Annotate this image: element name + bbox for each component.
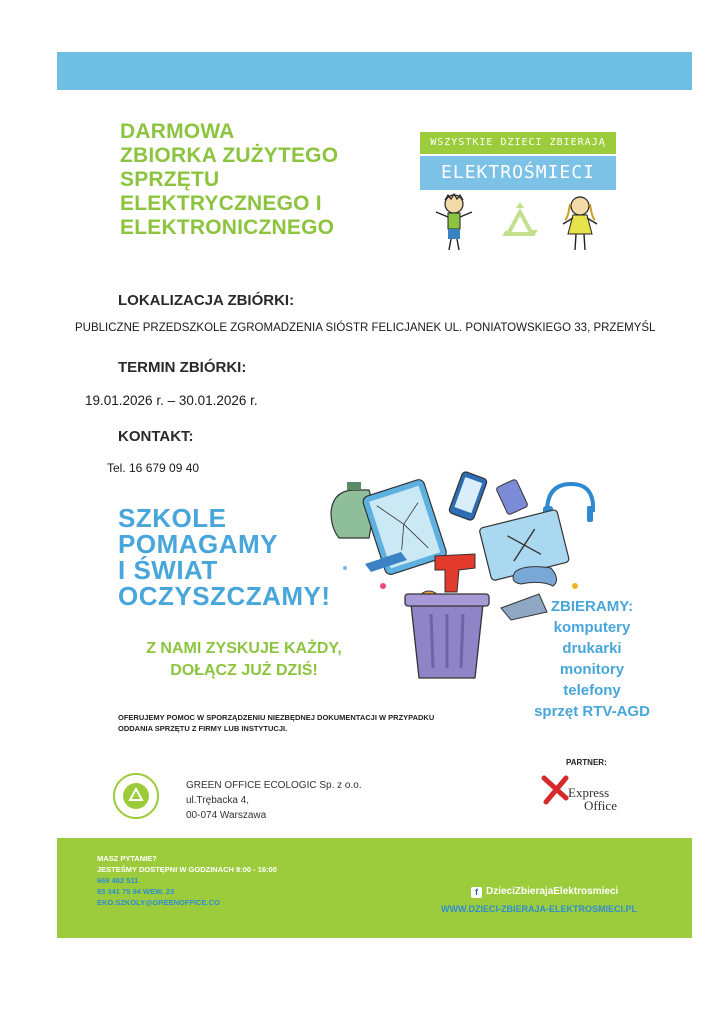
website-link[interactable]: WWW.DZIECI-ZBIERAJA-ELEKTROSMIECI.PL	[441, 904, 637, 914]
partner-logo-text-1: Express	[568, 785, 610, 800]
collect-item: sprzęt RTV-AGD	[534, 703, 650, 720]
top-banner-bar	[57, 52, 692, 90]
collected-items-list	[512, 596, 672, 722]
invite-line-1: Z NAMI ZYSKUJE KAŻDY,	[146, 640, 342, 657]
partner-logo-text-2: Office	[584, 798, 617, 813]
company-street: ul.Trębacka 4,	[186, 795, 249, 806]
collect-item: monitory	[559, 661, 625, 678]
express-office-logo	[540, 772, 640, 818]
footer-contact	[97, 853, 277, 908]
partner-label: PARTNER:	[566, 758, 607, 767]
date-value: 19.01.2026 r. – 30.01.2026 r.	[85, 393, 258, 408]
help-line-2: ODDANIA SPRZĘTU Z FIRMY LUB INSTYTUCJI.	[118, 724, 288, 733]
collect-title: ZBIERAMY:	[550, 598, 634, 615]
footer-hours: JESTEŚMY DOSTĘPNI W GODZINACH 8:00 - 16:00	[97, 865, 277, 874]
headline-line-5: ELEKTRONICZNEGO	[120, 216, 335, 239]
help-line-1: OFERUJEMY POMOC W SPORZĄDZENIU NIEZBĘDNEJ DOKUMENTACJI W PRZYPADKU	[118, 713, 435, 722]
headline-line-1: DARMOWA	[120, 120, 235, 143]
facebook-link[interactable]	[471, 886, 618, 898]
footer-phone-1: 669 482 511	[97, 876, 139, 885]
footer-phone-2: 83 341 75 94 WEW. 23	[97, 887, 175, 896]
campaign-logo	[420, 132, 616, 254]
headline-line-2: ZBIORKA ZUŻYTEGO	[120, 144, 339, 167]
facebook-icon: f	[471, 887, 482, 898]
collect-item: telefony	[563, 682, 621, 699]
footer-question: MASZ PYTANIE?	[97, 854, 157, 863]
facebook-handle: DzieciZbierajaElektrosmieci	[486, 886, 619, 897]
logo-tagline: WSZYSTKIE DZIECI ZBIERAJĄ	[420, 132, 616, 154]
location-label: LOKALIZACJA ZBIÓRKI:	[118, 292, 295, 309]
date-label: TERMIN ZBIÓRKI:	[118, 359, 247, 376]
company-city: 00-074 Warszawa	[186, 810, 267, 821]
slogan-line-3: I ŚWIAT	[118, 555, 218, 585]
collect-item: drukarki	[562, 640, 622, 657]
slogan-line-2: POMAGAMY	[118, 529, 278, 559]
headline	[120, 120, 410, 240]
headline-line-3: SPRZĘTU	[120, 168, 220, 191]
green-office-seal-icon	[112, 772, 160, 820]
slogan-line-4: OCZYSZCZAMY!	[118, 581, 331, 611]
logo-wordmark: ELEKTROŚMIECI	[420, 156, 616, 190]
invite-line-2: DOŁĄCZ JUŻ DZIŚ!	[170, 662, 318, 679]
contact-phone: Tel. 16 679 09 40	[107, 461, 200, 475]
collect-item: komputery	[553, 619, 631, 636]
slogan-line-1: SZKOLE	[118, 503, 227, 533]
footer-email: EKO.SZKOLY@GREENOFFICE.CO	[97, 898, 220, 907]
company-name: GREEN OFFICE ECOLOGIC Sp. z o.o.	[186, 780, 362, 791]
invite-text	[118, 638, 370, 682]
contact-label: KONTAKT:	[118, 428, 194, 445]
location-value: PUBLICZNE PRZEDSZKOLE ZGROMADZENIA SIÓSTR FELICJANEK UL. PONIATOWSKIEGO 33, PRZEMYŚL	[75, 322, 656, 334]
documentation-help-note	[118, 712, 498, 734]
company-address	[186, 778, 362, 823]
footer-bar	[57, 838, 692, 938]
kids-recycling-illustration	[420, 190, 616, 254]
headline-line-4: ELEKTRYCZNEGO I	[120, 192, 322, 215]
